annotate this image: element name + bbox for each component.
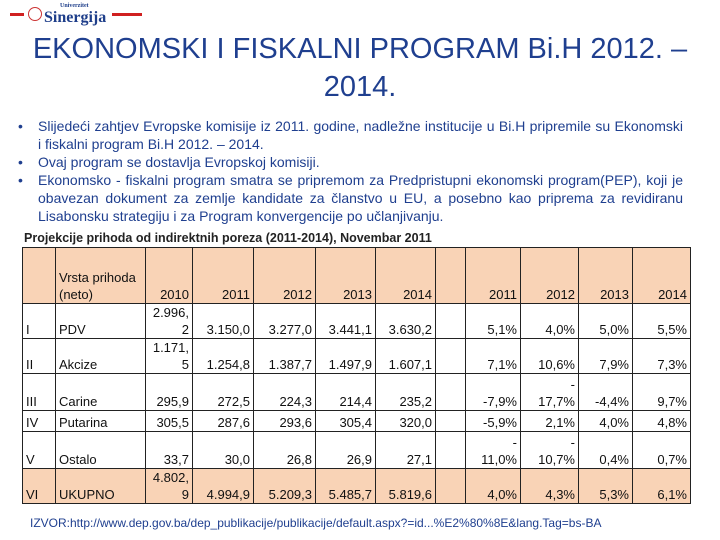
table-cell: - 17,7%: [521, 374, 579, 411]
table-cell: V: [23, 432, 56, 469]
bullet-item: • Slijedeći zahtjev Evropske komisije iz 2011. godine, nadležne institucije u Bi.H pripremile su Ekonomski i fiskalni program Bi.H 2012. – 2014.: [18, 117, 683, 153]
table-cell: 26,9: [316, 432, 376, 469]
table-cell: 2011: [466, 248, 521, 304]
bullet-list: [18, 117, 683, 225]
table-cell: [436, 432, 466, 469]
table-cell: 4,8%: [633, 411, 691, 432]
table-cell: 6,1%: [633, 469, 691, 504]
table-cell: 235,2: [376, 374, 436, 411]
table-cell: [23, 248, 56, 304]
table-cell: 1.497,9: [316, 339, 376, 374]
table-cell: 1.254,8: [193, 339, 254, 374]
table-cell: 2010: [146, 248, 193, 304]
table-cell: 3.150,0: [193, 304, 254, 339]
table-cell: 4,0%: [579, 411, 633, 432]
table-header-row: [23, 248, 691, 304]
logo-emblem-icon: [28, 7, 42, 21]
slide-title: EKONOMSKI I FISKALNI PROGRAM Bi.H 2012. – 2014.: [32, 33, 688, 103]
table-cell: 9,7%: [633, 374, 691, 411]
table-cell: 214,4: [316, 374, 376, 411]
table-row: [23, 339, 691, 374]
table-cell: 2013: [316, 248, 376, 304]
table-cell: 305,5: [146, 411, 193, 432]
table-cell: 2014: [633, 248, 691, 304]
table-cell: 5.485,7: [316, 469, 376, 504]
table-cell: 320,0: [376, 411, 436, 432]
table-cell: [436, 374, 466, 411]
table-cell: 4.802,9: [146, 469, 193, 504]
table-cell: 5.209,3: [254, 469, 316, 504]
table-cell: I: [23, 304, 56, 339]
bullet-item: • Ovaj program se dostavlja Evropskoj komisiji.: [18, 153, 683, 171]
table-cell: 3.441,1: [316, 304, 376, 339]
table-cell: 4,0%: [466, 469, 521, 504]
table-cell: [436, 469, 466, 504]
logo-line: [10, 13, 24, 16]
table-cell: [436, 304, 466, 339]
table-cell: 4,3%: [521, 469, 579, 504]
table-cell: 305,4: [316, 411, 376, 432]
table-cell: -7,9%: [466, 374, 521, 411]
revenue-table: [22, 247, 691, 504]
table-cell: 2012: [254, 248, 316, 304]
table-cell: 5.819,6: [376, 469, 436, 504]
table-cell: - 10,7%: [521, 432, 579, 469]
table-cell: Carine: [56, 374, 146, 411]
table-cell: 2,1%: [521, 411, 579, 432]
table-cell: 293,6: [254, 411, 316, 432]
table-cell: 5,0%: [579, 304, 633, 339]
table-cell: 5,3%: [579, 469, 633, 504]
table-cell: 0,4%: [579, 432, 633, 469]
table-cell: 5,5%: [633, 304, 691, 339]
table-row: [23, 432, 691, 469]
table-cell: 27,1: [376, 432, 436, 469]
table-cell: PDV: [56, 304, 146, 339]
logo-name: Sinergija: [44, 9, 107, 26]
table-cell: -4,4%: [579, 374, 633, 411]
table-cell: 287,6: [193, 411, 254, 432]
table-cell: Putarina: [56, 411, 146, 432]
table-cell: 4.994,9: [193, 469, 254, 504]
table-cell: 272,5: [193, 374, 254, 411]
table-cell: [436, 339, 466, 374]
table-cell: III: [23, 374, 56, 411]
table-cell: 224,3: [254, 374, 316, 411]
table-cell: 7,9%: [579, 339, 633, 374]
table-cell: Akcize: [56, 339, 146, 374]
logo-line: [112, 13, 142, 16]
logo-small: Univerzitet: [60, 3, 89, 9]
table-cell: 3.630,2: [376, 304, 436, 339]
table-cell: 5,1%: [466, 304, 521, 339]
university-logo: [10, 3, 142, 25]
table-cell: [436, 411, 466, 432]
table-cell: 2013: [579, 248, 633, 304]
table-row: [23, 469, 691, 504]
table-cell: 1.171,5: [146, 339, 193, 374]
logo-text: [44, 3, 106, 25]
table-cell: Vrsta prihoda (neto): [56, 248, 146, 304]
table-cell: UKUPNO: [56, 469, 146, 504]
table-cell: VI: [23, 469, 56, 504]
table-cell: 2.996,2: [146, 304, 193, 339]
table-cell: 2012: [521, 248, 579, 304]
table-cell: 26,8: [254, 432, 316, 469]
source-note: IZVOR:http://www.dep.gov.ba/dep_publikacije/publikacije/default.aspx?=id...%E2%80%8E&lang.Tag=bs-BA: [30, 516, 602, 530]
table-cell: 1.387,7: [254, 339, 316, 374]
table-cell: 10,6%: [521, 339, 579, 374]
table-cell: 2011: [193, 248, 254, 304]
table-cell: IV: [23, 411, 56, 432]
table-cell: - 11,0%: [466, 432, 521, 469]
table-cell: 7,3%: [633, 339, 691, 374]
table-cell: Ostalo: [56, 432, 146, 469]
table-caption: Projekcije prihoda od indirektnih poreza (2011-2014), Novembar 2011: [24, 231, 432, 245]
table-cell: 0,7%: [633, 432, 691, 469]
table-cell: II: [23, 339, 56, 374]
table-row: [23, 411, 691, 432]
table-cell: 4,0%: [521, 304, 579, 339]
table-cell: 7,1%: [466, 339, 521, 374]
table-cell: 1.607,1: [376, 339, 436, 374]
table-cell: -5,9%: [466, 411, 521, 432]
table-cell: 3.277,0: [254, 304, 316, 339]
table-cell: 295,9: [146, 374, 193, 411]
table-row: [23, 304, 691, 339]
table-cell: [436, 248, 466, 304]
table-cell: 30,0: [193, 432, 254, 469]
table-cell: 33,7: [146, 432, 193, 469]
table-cell: 2014: [376, 248, 436, 304]
bullet-item: • Ekonomsko - fiskalni program smatra se pripremom za Predpristupni ekonomski program(PEP), koji je obavezan dokument za zemlje kandidate za članstvo u EU, a posebno kao priprema za revidiranu Lisabonsku strategiju i za Program konvergencije po učlanjivanju.: [18, 171, 683, 225]
table-row: [23, 374, 691, 411]
slide-content: [0, 30, 720, 531]
